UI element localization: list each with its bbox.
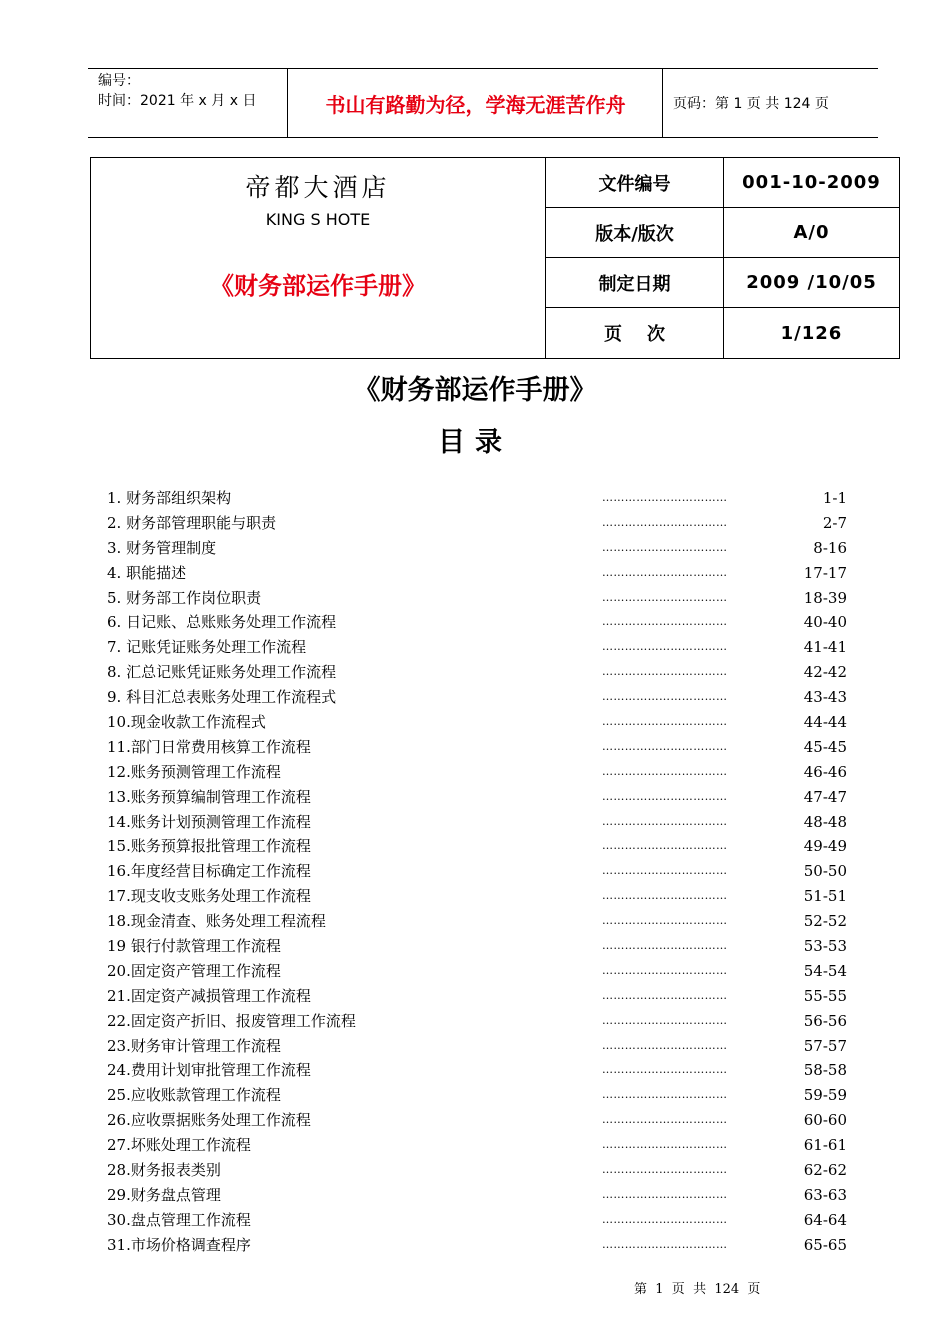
toc-page-range: 8-16	[813, 538, 847, 557]
toc-item	[107, 1133, 847, 1158]
toc-page-range: 41-41	[803, 638, 847, 657]
control-key: 文件编号	[546, 158, 724, 207]
toc-item	[107, 1158, 847, 1183]
toc-leader-dots: ……………………………	[602, 914, 728, 928]
toc-item	[107, 884, 847, 909]
toc-leader-dots: ……………………………	[602, 665, 728, 679]
toc-page-range: 17-17	[803, 563, 847, 582]
toc-page-range: 52-52	[803, 912, 847, 931]
header-page-cell	[663, 69, 878, 137]
toc-label: 31.市场价格调查程序	[107, 1235, 251, 1254]
toc-item	[107, 1083, 847, 1108]
toc-label: 18.现金清查、账务处理工程流程	[107, 912, 326, 931]
toc-item	[107, 660, 847, 685]
toc-leader-dots: ……………………………	[602, 491, 728, 504]
toc-leader-dots: ……………………………	[602, 640, 728, 654]
toc-page-range: 1-1	[822, 489, 847, 507]
toc-item	[107, 1034, 847, 1059]
toc-leader-dots: ……………………………	[602, 515, 728, 529]
company-name-cn: 帝都大酒店	[245, 173, 391, 202]
toc-label: 27.坏账处理工作流程	[107, 1136, 251, 1155]
toc-item	[107, 1009, 847, 1034]
toc-label: 4. 职能描述	[107, 563, 187, 582]
toc-page-range: 43-43	[803, 688, 847, 707]
toc-item	[107, 536, 847, 561]
toc-page-range: 50-50	[803, 862, 847, 881]
toc-label: 2. 财务部管理职能与职责	[107, 513, 277, 532]
toc-item	[107, 984, 847, 1009]
toc-leader-dots: ……………………………	[602, 814, 728, 828]
toc-label: 6. 日记账、总账账务处理工作流程	[107, 613, 337, 632]
control-value: 2009 /10/05	[746, 272, 877, 293]
toc-leader-dots: ……………………………	[602, 889, 728, 903]
toc-leader-dots: ……………………………	[602, 839, 728, 853]
toc-leader-dots: ……………………………	[602, 1038, 728, 1052]
toc-leader-dots: ……………………………	[602, 1187, 728, 1201]
toc-page-range: 42-42	[803, 663, 847, 682]
toc-page-range: 46-46	[803, 762, 847, 781]
toc-label: 9. 科目汇总表账务处理工作流程式	[107, 688, 337, 707]
toc-label: 26.应收票据账务处理工作流程	[107, 1111, 311, 1130]
control-value: 1/126	[780, 322, 843, 344]
toc-label: 23.财务审计管理工作流程	[107, 1036, 281, 1055]
toc-label: 20.固定资产管理工作流程	[107, 961, 281, 980]
toc-item	[107, 610, 847, 635]
toc-leader-dots: ……………………………	[602, 1212, 728, 1226]
toc-leader-dots: ……………………………	[602, 739, 728, 753]
toc-page-range: 65-65	[803, 1235, 847, 1254]
toc-page-range: 63-63	[803, 1185, 847, 1204]
toc-label: 17.现支收支账务处理工作流程	[107, 887, 311, 906]
toc-label: 30.盘点管理工作流程	[107, 1210, 251, 1229]
toc-leader-dots: ……………………………	[602, 764, 728, 778]
control-grid	[546, 158, 899, 358]
toc-leader-dots: ……………………………	[602, 1063, 728, 1077]
toc-page-range: 40-40	[803, 613, 847, 632]
toc-label: 25.应收账款管理工作流程	[107, 1086, 281, 1105]
toc-page-range: 56-56	[803, 1011, 847, 1030]
toc-leader-dots: ……………………………	[602, 1138, 728, 1152]
toc-page-range: 61-61	[803, 1136, 847, 1155]
toc-page-range: 18-39	[803, 588, 847, 607]
toc-page-range: 45-45	[803, 737, 847, 756]
control-key: 页 次	[546, 308, 724, 358]
toc-page-range: 44-44	[803, 713, 847, 732]
toc-label: 1. 财务部组织架构	[107, 489, 232, 507]
toc-item	[107, 586, 847, 611]
toc-page-range: 62-62	[803, 1161, 847, 1180]
toc-item	[107, 1183, 847, 1208]
toc-page-range: 53-53	[803, 937, 847, 956]
toc-leader-dots: ……………………………	[602, 565, 728, 579]
header-page-label: 页码：第 1 页 共 124 页	[673, 96, 829, 112]
toc-page-range: 48-48	[803, 812, 847, 831]
toc-item	[107, 1108, 847, 1133]
running-header	[88, 68, 878, 138]
toc-page-range: 2-7	[822, 513, 847, 532]
toc-item	[107, 561, 847, 586]
toc-label: 15.账务预算报批管理工作流程	[107, 837, 311, 856]
toc-item	[107, 785, 847, 810]
manual-title: 《财务部运作手册》	[210, 272, 426, 300]
toc-label: 19 银行付款管理工作流程	[107, 937, 281, 956]
toc-item	[107, 486, 847, 511]
toc-label: 8. 汇总记账凭证账务处理工作流程	[107, 663, 337, 682]
toc-label: 13.账务预算编制管理工作流程	[107, 787, 311, 806]
toc-leader-dots: ……………………………	[602, 1163, 728, 1177]
toc-page-range: 55-55	[803, 986, 847, 1005]
toc-page-range: 54-54	[803, 961, 847, 980]
toc-leader-dots: ……………………………	[602, 715, 728, 729]
toc-label: 29.财务盘点管理	[107, 1185, 221, 1204]
document-control-table	[90, 157, 900, 359]
toc-item	[107, 710, 847, 735]
toc-item	[107, 909, 847, 934]
toc-heading: 目录	[438, 427, 512, 458]
control-row	[546, 308, 899, 358]
toc-item	[107, 959, 847, 984]
toc-item	[107, 810, 847, 835]
toc-page-range: 60-60	[803, 1111, 847, 1130]
control-row	[546, 258, 899, 308]
toc-item	[107, 511, 847, 536]
control-row	[546, 158, 899, 208]
toc-item	[107, 760, 847, 785]
toc-item	[107, 635, 847, 660]
table-of-contents	[107, 486, 847, 1258]
toc-item	[107, 1233, 847, 1258]
control-key: 制定日期	[546, 258, 724, 307]
toc-label: 21.固定资产减损管理工作流程	[107, 986, 311, 1005]
header-time-label: 时间：2021 年 x 月 x 日	[98, 93, 257, 109]
toc-leader-dots: ……………………………	[602, 963, 728, 977]
page-footer: 第 1 页 共 124 页	[634, 1282, 761, 1297]
toc-label: 11.部门日常费用核算工作流程	[107, 737, 311, 756]
toc-page-range: 47-47	[803, 787, 847, 806]
toc-label: 16.年度经营目标确定工作流程	[107, 862, 311, 881]
toc-page-range: 49-49	[803, 837, 847, 856]
toc-label: 10.现金收款工作流程式	[107, 713, 266, 732]
toc-leader-dots: ……………………………	[602, 1088, 728, 1102]
toc-leader-dots: ……………………………	[602, 1013, 728, 1027]
toc-label: 22.固定资产折旧、报废管理工作流程	[107, 1011, 356, 1030]
toc-leader-dots: ……………………………	[602, 939, 728, 953]
toc-item	[107, 1208, 847, 1233]
toc-leader-dots: ……………………………	[602, 690, 728, 704]
toc-leader-dots: ……………………………	[602, 988, 728, 1002]
toc-page-range: 59-59	[803, 1086, 847, 1105]
toc-leader-dots: ……………………………	[602, 1237, 728, 1251]
toc-item	[107, 934, 847, 959]
toc-label: 3. 财务管理制度	[107, 538, 217, 557]
control-value: A/0	[793, 222, 830, 243]
toc-leader-dots: ……………………………	[602, 590, 728, 604]
control-key: 版本/版次	[546, 208, 724, 257]
toc-leader-dots: ……………………………	[602, 1113, 728, 1127]
control-row	[546, 208, 899, 258]
toc-leader-dots: ……………………………	[602, 615, 728, 629]
toc-page-range: 51-51	[803, 887, 847, 906]
header-motto-cell	[289, 69, 663, 137]
document-title: 《财务部运作手册》	[353, 375, 597, 406]
toc-label: 7. 记账凭证账务处理工作流程	[107, 638, 307, 657]
toc-item	[107, 1058, 847, 1083]
header-number-label: 编号：	[98, 73, 140, 89]
toc-label: 5. 财务部工作岗位职责	[107, 588, 262, 607]
header-meta	[88, 69, 288, 137]
toc-item	[107, 685, 847, 710]
toc-label: 14.账务计划预测管理工作流程	[107, 812, 311, 831]
toc-page-range: 64-64	[803, 1210, 847, 1229]
toc-leader-dots: ……………………………	[602, 789, 728, 803]
company-cell	[91, 158, 546, 358]
header-motto: 书山有路勤为径，学海无涯苦作舟	[325, 92, 626, 117]
toc-item	[107, 834, 847, 859]
toc-item	[107, 735, 847, 760]
company-name-en: KING S HOTE	[265, 210, 371, 229]
toc-label: 28.财务报表类别	[107, 1161, 221, 1180]
toc-leader-dots: ……………………………	[602, 540, 728, 554]
toc-page-range: 58-58	[803, 1061, 847, 1080]
toc-label: 24.费用计划审批管理工作流程	[107, 1061, 311, 1080]
toc-leader-dots: ……………………………	[602, 864, 728, 878]
toc-item	[107, 859, 847, 884]
toc-page-range: 57-57	[803, 1036, 847, 1055]
toc-label: 12.账务预测管理工作流程	[107, 762, 281, 781]
control-value: 001-10-2009	[742, 172, 881, 193]
